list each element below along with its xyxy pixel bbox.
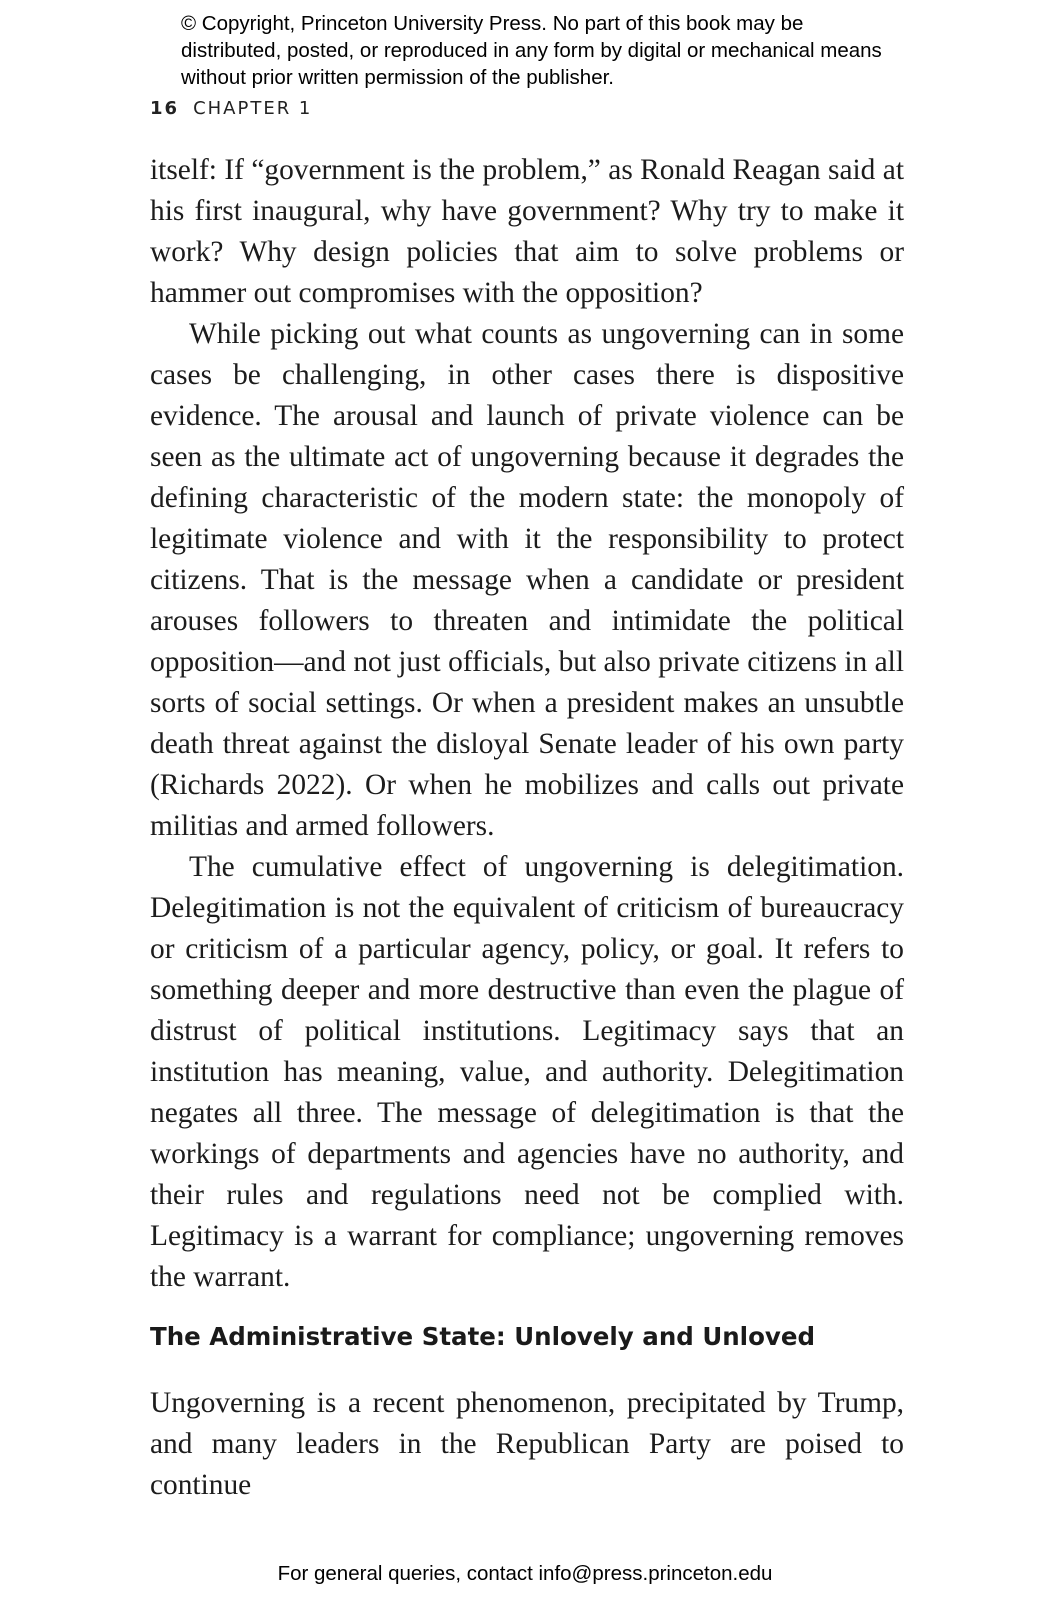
paragraph-1: itself: If “government is the problem,” as Ronald Reagan said at his first inaugural, why have government? Why try to make it work? Why design policies that aim to solve problems or hammer out compromises with the opposition? bbox=[150, 154, 904, 309]
footer-contact: For general queries, contact info@press.princeton.edu bbox=[277, 1562, 773, 1585]
running-head bbox=[150, 98, 312, 119]
paragraph-2: While picking out what counts as ungoverning can in some cases be challenging, in other cases there is dispositive evidence. The arousal and launch of private violence can be seen as the ultimate act of ungoverning because it degrades the defining characteristic of the modern state: the monopoly of legitimate violence and with it the responsibility to protect citizens. That is the message when a candidate or president arouses followers to threaten and intimidate the political opposition—and not just officials, but also private citizens in all sorts of social settings. Or when a president makes an unsubtle death threat against the disloyal Senate leader of his own party (Richards 2022). Or when he mobilizes and calls out private militias and armed followers. bbox=[150, 318, 904, 842]
page-number: 16 bbox=[150, 98, 180, 119]
copyright-notice: © Copyright, Princeton University Press. No part of this book may be distributed, posted, or reproduced in any form by digital or mechanical means without prior written permission of the publisher. bbox=[181, 12, 882, 89]
section-heading: The Administrative State: Unlovely and Unloved bbox=[150, 1322, 816, 1351]
section-paragraph: Ungoverning is a recent phenomenon, precipitated by Trump, and many leaders in the Republican Party are poised to continue bbox=[150, 1387, 904, 1501]
chapter-label: CHAPTER 1 bbox=[193, 98, 313, 119]
body-text bbox=[150, 150, 904, 1298]
paragraph-3: The cumulative effect of ungoverning is delegitimation. Delegitimation is not the equivalent of criticism of bureaucracy or criticism of a particular agency, policy, or goal. It refers to something deeper and more destructive than even the plague of distrust of political institutions. Legitimacy says that an institution has meaning, value, and authority. Delegitimation negates all three. The message of delegitimation is that the workings of departments and agencies have no authority, and their rules and regulations need not be complied with. Legitimacy is a warrant for compliance; ungoverning removes the warrant. bbox=[150, 851, 904, 1293]
section-body bbox=[150, 1383, 904, 1506]
